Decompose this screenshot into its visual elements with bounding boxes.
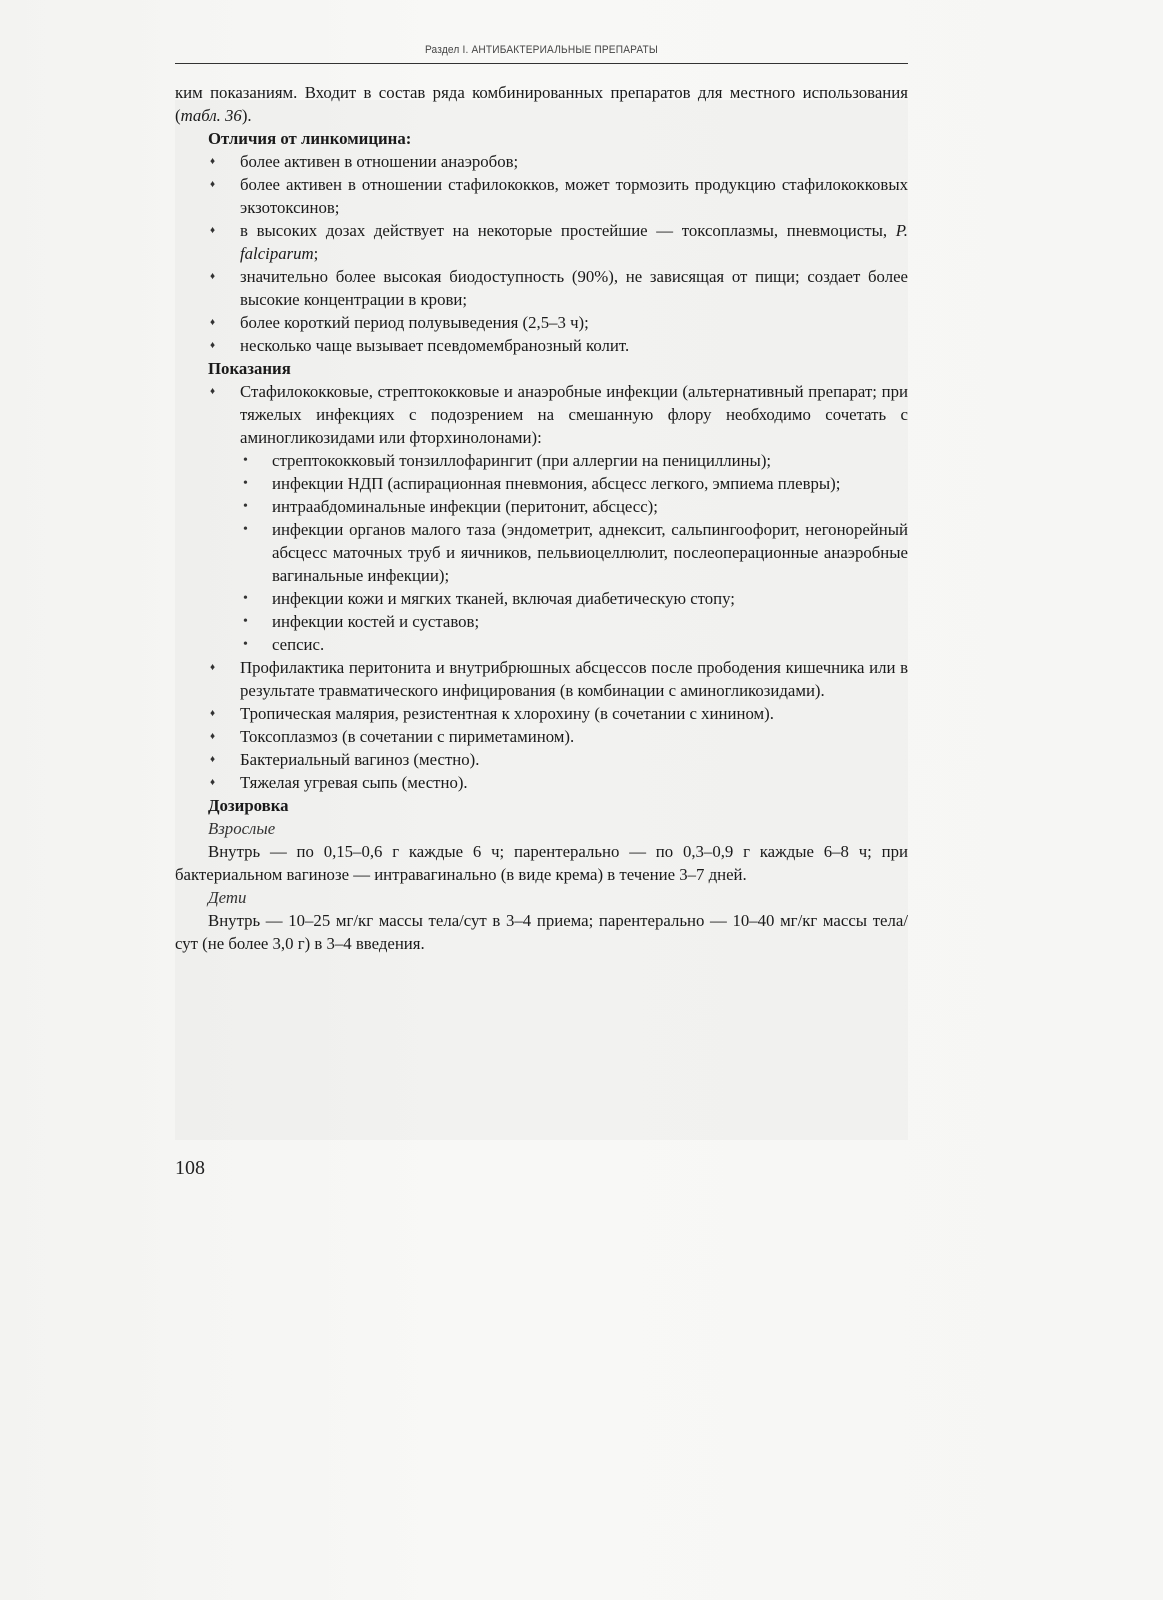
- children-dosage-text: Внутрь — 10–25 мг/кг массы тела/сут в 3–4 приема; парентерально — 10–40 мг/кг массы тела/сут (не более 3,0 г) в 3–4 введения.: [175, 911, 908, 953]
- sub-list-item: • инфекции кожи и мягких тканей, включая диабетическую стопу;: [240, 587, 908, 610]
- list-item: ♦ несколько чаще вызывает псевдомембранозный колит.: [175, 334, 908, 357]
- intro-text-end: ).: [241, 106, 252, 125]
- sub-list-item: • сепсис.: [240, 633, 908, 656]
- list-item: ♦ более активен в отношении стафилококков, может тормозить продукцию стафилококковых экзотоксинов;: [175, 173, 908, 219]
- sub-list-item: • интраабдоминальные инфекции (перитонит, абсцесс);: [240, 495, 908, 518]
- list-item: [175, 219, 908, 265]
- list-item: ♦ Профилактика перитонита и внутрибрюшных абсцессов после прободения кишечника или в результате травматического инфицирования (в комбинации с аминогликозидами).: [175, 656, 908, 702]
- differences-heading: Отличия от линкомицина:: [208, 129, 412, 148]
- list-item: ♦ более короткий период полувыведения (2,5–3 ч);: [175, 311, 908, 334]
- table-reference: табл. 36: [180, 106, 242, 125]
- sub-list-item: • инфекции костей и суставов;: [240, 610, 908, 633]
- list-item: [175, 380, 908, 656]
- header-rule: [175, 63, 908, 64]
- differences-list: [175, 150, 908, 357]
- sub-list-item: • инфекции НДП (аспирационная пневмония, абсцесс легкого, эмпиема плевры);: [240, 472, 908, 495]
- list-item-text-end: ;: [313, 244, 319, 263]
- list-item-text: в высоких дозах действует на некоторые простейшие — токсоплазмы, пневмоцисты,: [240, 221, 896, 240]
- intro-paragraph: [175, 81, 908, 127]
- sub-list-item: • инфекции органов малого таза (эндометрит, аднексит, сальпингоофорит, негонорейный абсцесс маточных труб и яичников, пельвиоцеллюлит, послеоперационные анаэробные вагинальные инфекции);: [240, 518, 908, 587]
- running-head: Раздел I. АНТИБАКТЕРИАЛЬНЫЕ ПРЕПАРАТЫ: [424, 44, 659, 56]
- dosage-heading: Дозировка: [208, 796, 289, 815]
- indication-main-text: Стафилококковые, стрептококковые и анаэробные инфекции (альтернативный препарат; при тяжелых инфекциях с подозрением на смешанную флору необходимо сочетать с аминогликозидами или фторхинолонами):: [240, 382, 908, 447]
- indications-sublist: [240, 449, 908, 656]
- children-subheading: Дети: [208, 888, 247, 907]
- list-item: ♦ Тяжелая угревая сыпь (местно).: [175, 771, 908, 794]
- list-item: ♦ более активен в отношении анаэробов;: [175, 150, 908, 173]
- page-body: [175, 81, 908, 955]
- page-number: 108: [175, 1157, 205, 1179]
- list-item: ♦ Тропическая малярия, резистентная к хлорохину (в сочетании с хинином).: [175, 702, 908, 725]
- organism-name: P. falciparum: [240, 221, 908, 263]
- intro-text: ким показаниям. Входит в состав ряда комбинированных препаратов для местного использования (: [175, 83, 908, 125]
- sub-list-item: • стрептококковый тонзиллофарингит (при аллергии на пенициллины);: [240, 449, 908, 472]
- list-item: ♦ Бактериальный вагиноз (местно).: [175, 748, 908, 771]
- list-item: ♦ значительно более высокая биодоступность (90%), не зависящая от пищи; создает более высокие концентрации в крови;: [175, 265, 908, 311]
- list-item: ♦ Токсоплазмоз (в сочетании с пириметамином).: [175, 725, 908, 748]
- indications-list: [175, 380, 908, 794]
- adults-subheading: Взрослые: [208, 819, 276, 838]
- indications-heading: Показания: [208, 359, 291, 378]
- adults-dosage-text: Внутрь — по 0,15–0,6 г каждые 6 ч; парентерально — по 0,3–0,9 г каждые 6–8 ч; при бактериальном вагинозе — интравагинально (в виде крема) в течение 3–7 дней.: [175, 842, 908, 884]
